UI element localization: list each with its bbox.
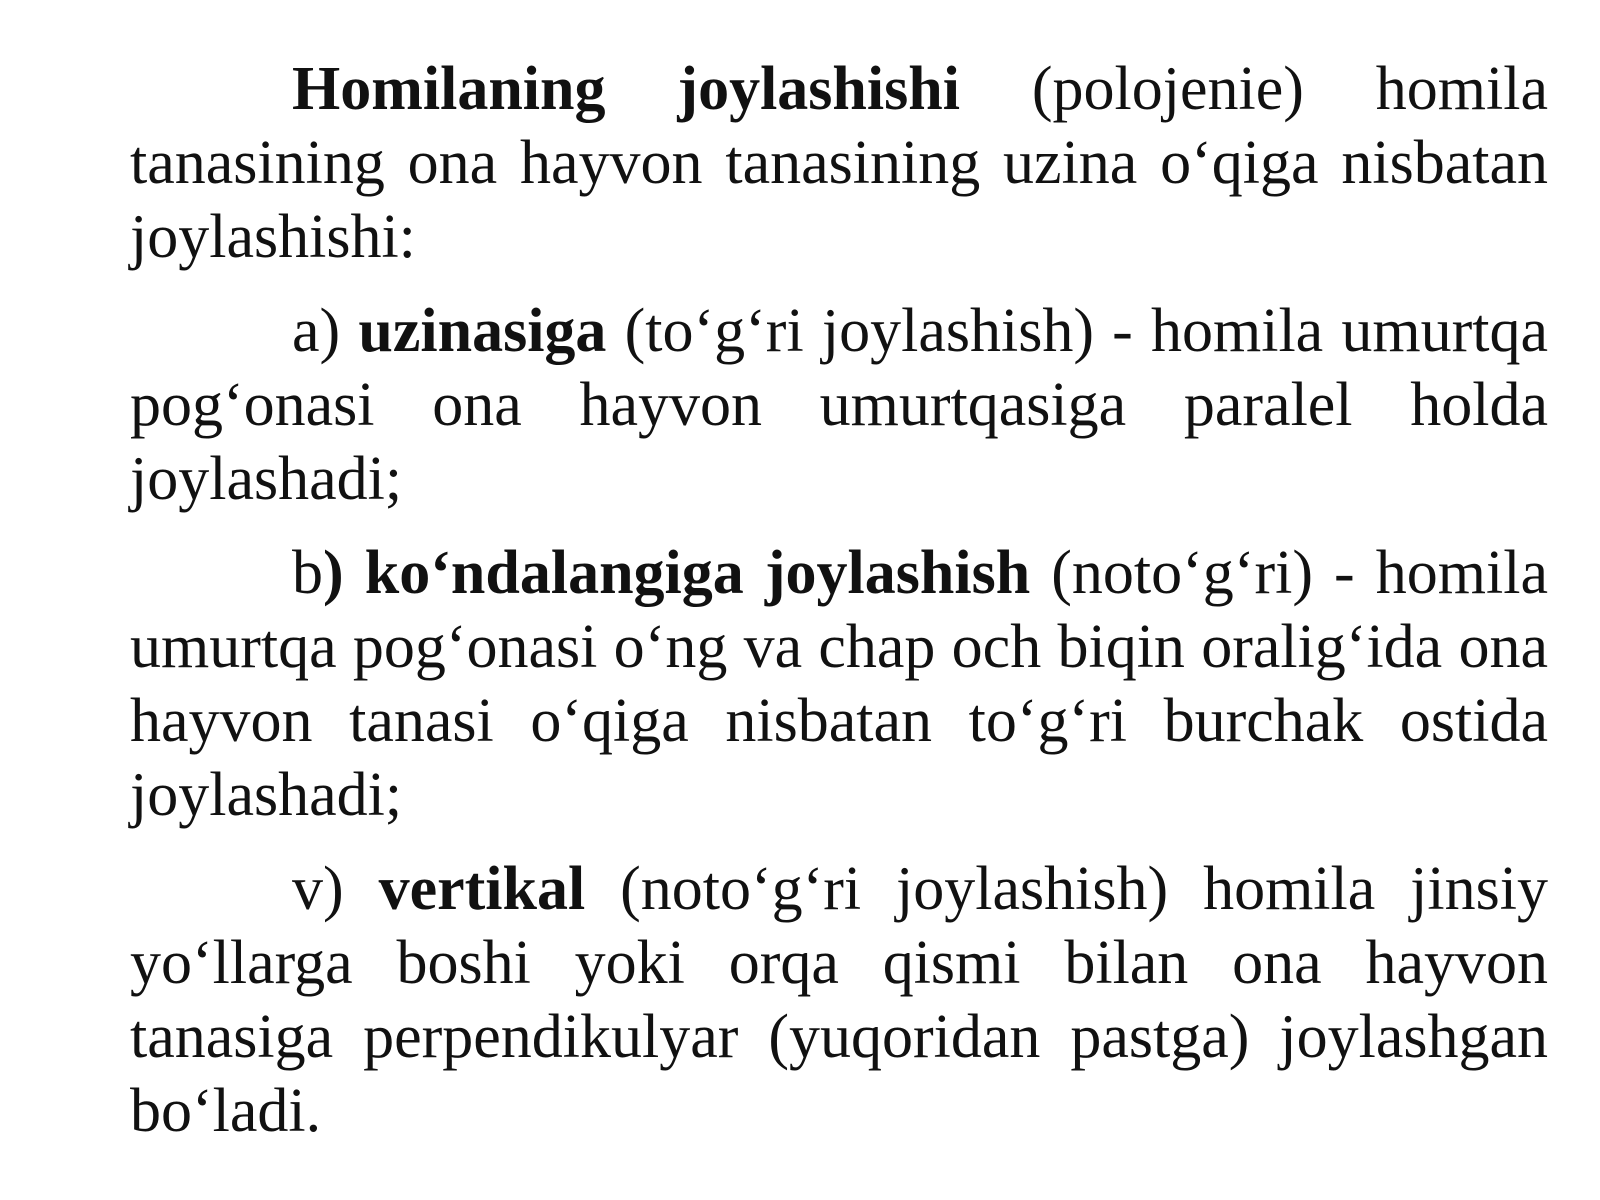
item-a-marker: a) <box>292 297 359 365</box>
item-a-text: (to‘g‘ri joylashish) - homila umurtqa pog‘onasi ona hayvon umurtqasiga paralel holda joylashadi; <box>130 297 1549 513</box>
item-a-paragraph <box>130 294 1548 516</box>
item-v-marker: v) <box>292 855 379 923</box>
intro-text: (polojenie) homila tanasining ona hayvon tanasining uzina o‘qiga nisbatan joylashishi: <box>130 55 1548 271</box>
item-b-marker: b <box>292 539 323 607</box>
item-v-term: vertikal <box>378 855 586 923</box>
item-b-paragraph <box>130 536 1548 832</box>
intro-term: Homilaning joylashishi <box>292 55 960 123</box>
intro-paragraph <box>130 52 1548 274</box>
item-b-term: ko‘ndalangiga joylashish <box>343 539 1031 607</box>
item-b-marker-paren: ) <box>323 539 344 607</box>
item-a-term: uzinasiga <box>358 297 607 365</box>
item-v-text: (noto‘g‘ri joylashish) homila jinsiy yo‘llarga boshi yoki orqa qismi bilan ona hayvon tanasiga perpendikulyar (yuqoridan pastga) joylashgan bo‘ladi. <box>130 855 1548 1145</box>
item-b-text: (noto‘g‘ri) - homila umurtqa pog‘onasi o‘ng va chap och biqin oralig‘ida ona hayvon tanasi o‘qiga nisbatan to‘g‘ri burchak ostida joylashadi; <box>130 539 1548 829</box>
item-v-paragraph <box>130 852 1548 1148</box>
